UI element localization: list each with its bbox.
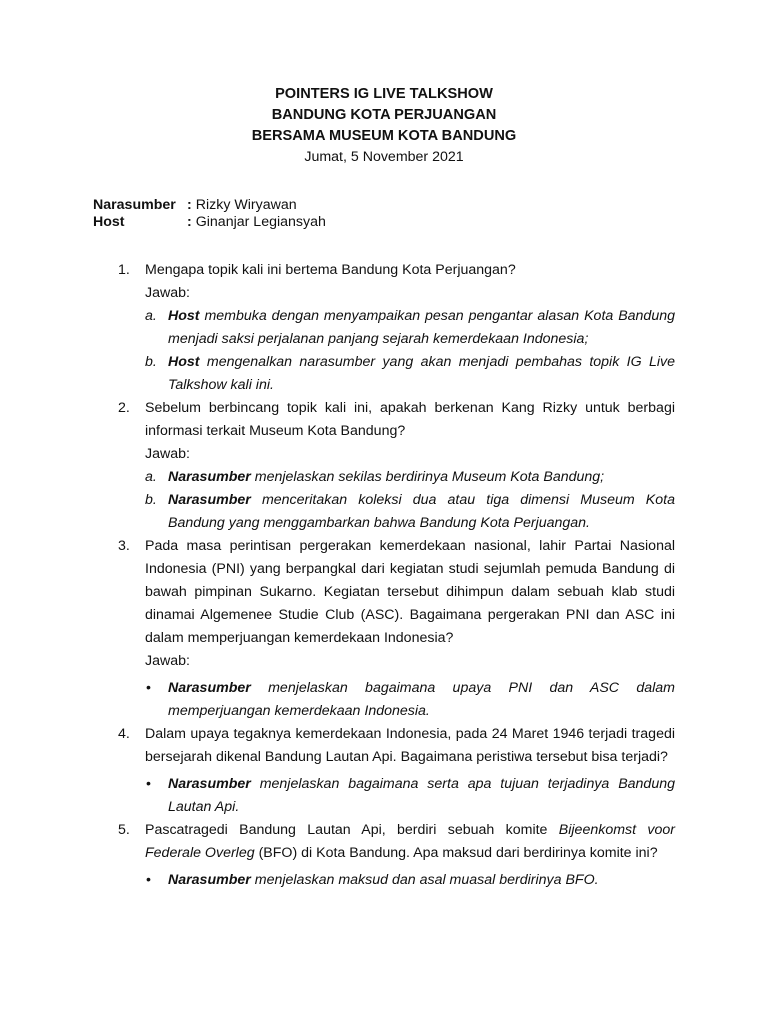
role-name: Host xyxy=(168,308,200,324)
host-row xyxy=(93,214,326,231)
role-name: Host xyxy=(168,354,200,370)
narasumber-row xyxy=(93,197,326,214)
question-text: Pada masa perintisan pergerakan kemerdekaan nasional, lahir Partai Nasional Indonesia (PNI) yang berpangkal dari kegiatan studi sejumlah pemuda Bandung di bawah pimpinan Sukarno. Kegiatan tersebut dihimpun dalam sebuah klab studi dinamai Algemenee Studie Club (ASC). Bagaimana pergerakan PNI dan ASC ini dalam memperjuangan kemerdekaan Indonesia? xyxy=(145,538,675,646)
answer-item-a xyxy=(145,466,675,489)
question-text: Sebelum berbincang topik kali ini, apakah berkenan Kang Rizky untuk berbagi informasi terkait Museum Kota Bandung? xyxy=(145,400,675,439)
answer-bullet xyxy=(145,773,675,819)
committee-name: Bijeenkomst voor Federale Overleg xyxy=(145,822,675,861)
question-number: 5. xyxy=(118,822,130,838)
answer-text: membuka dengan menyampaikan pesan pengantar alasan Kota Bandung menjadi saksi perjalanan panjang sejarah kemerdekaan Indonesia; xyxy=(168,308,675,347)
bullet-icon: • xyxy=(146,680,151,696)
question-number: 1. xyxy=(118,262,130,278)
answer-text: menjelaskan maksud dan asal muasal berdirinya BFO. xyxy=(250,872,599,888)
narasumber-value: Rizky Wiryawan xyxy=(195,197,297,213)
question-text-start: Pascatragedi Bandung Lautan Api, berdiri sebuah komite xyxy=(145,822,559,838)
question-4 xyxy=(118,723,675,819)
narasumber-label: Narasumber xyxy=(93,197,176,213)
host-value: Ginanjar Legiansyah xyxy=(195,214,326,230)
question-text: Dalam upaya tegaknya kemerdekaan Indonesia, pada 24 Maret 1946 terjadi tragedi bersejarah dikenal Bandung Lautan Api. Bagaimana peristiwa tersebut bisa terjadi? xyxy=(145,726,675,765)
answer-text: mengenalkan narasumber yang akan menjadi pembahas topik IG Live Talkshow kali ini. xyxy=(168,354,675,393)
bullet-icon: • xyxy=(146,872,151,888)
title-line-2: BANDUNG KOTA PERJUANGAN xyxy=(271,107,497,123)
bullet-icon: • xyxy=(146,776,151,792)
date-line: Jumat, 5 November 2021 xyxy=(304,149,464,165)
answer-label: Jawab: xyxy=(145,446,190,462)
speaker-info xyxy=(93,197,326,231)
question-text xyxy=(145,819,675,865)
role-name: Narasumber xyxy=(168,492,251,508)
answer-bullet xyxy=(145,677,675,723)
question-2 xyxy=(118,397,675,535)
role-name: Narasumber xyxy=(168,469,251,485)
title-line-3: BERSAMA MUSEUM KOTA BANDUNG xyxy=(251,128,517,144)
title-line-1: POINTERS IG LIVE TALKSHOW xyxy=(275,86,493,102)
host-colon: : xyxy=(187,214,192,230)
answer-item-label: b. xyxy=(145,354,157,370)
question-1 xyxy=(118,259,675,397)
answer-label: Jawab: xyxy=(145,653,190,669)
answer-bullet xyxy=(145,869,675,892)
question-list xyxy=(118,259,675,892)
document-header xyxy=(0,84,768,168)
role-name: Narasumber xyxy=(168,872,251,888)
question-text: Mengapa topik kali ini bertema Bandung Kota Perjuangan? xyxy=(145,262,516,278)
narasumber-colon: : xyxy=(187,197,192,213)
answer-item-label: b. xyxy=(145,492,157,508)
question-3 xyxy=(118,535,675,723)
answer-item-label: a. xyxy=(145,308,157,324)
question-text-end: (BFO) di Kota Bandung. Apa maksud dari berdirinya komite ini? xyxy=(254,845,658,861)
answer-text: menceritakan koleksi dua atau tiga dimensi Museum Kota Bandung yang menggambarkan bahwa Bandung Kota Perjuangan. xyxy=(168,492,675,531)
answer-label: Jawab: xyxy=(145,285,190,301)
question-number: 4. xyxy=(118,726,130,742)
answer-item-b xyxy=(145,351,675,397)
answer-text: menjelaskan bagaimana upaya PNI dan ASC dalam memperjuangan kemerdekaan Indonesia. xyxy=(168,680,675,719)
question-number: 3. xyxy=(118,538,130,554)
question-5 xyxy=(118,819,675,892)
role-name: Narasumber xyxy=(168,776,251,792)
host-label: Host xyxy=(93,214,125,230)
answer-text: menjelaskan sekilas berdirinya Museum Kota Bandung; xyxy=(250,469,605,485)
answer-item-a xyxy=(145,305,675,351)
answer-item-b xyxy=(145,489,675,535)
question-number: 2. xyxy=(118,400,130,416)
answer-text: menjelaskan bagaimana serta apa tujuan terjadinya Bandung Lautan Api. xyxy=(168,776,675,815)
answer-item-label: a. xyxy=(145,469,157,485)
role-name: Narasumber xyxy=(168,680,251,696)
